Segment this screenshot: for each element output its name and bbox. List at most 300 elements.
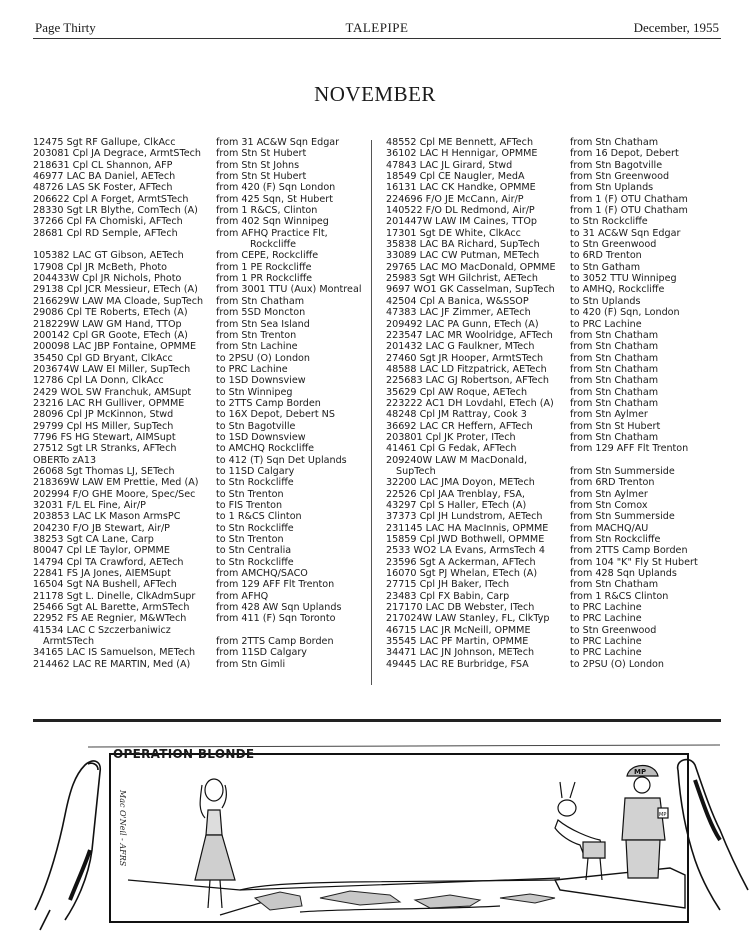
personnel-name-line: 33089 LAC CW Putman, METech: [386, 250, 540, 262]
posting-entry: [386, 659, 726, 670]
posting-destination: [570, 250, 726, 261]
posting-destination-line: from MACHQ/AU: [570, 522, 649, 534]
posting-entry: [386, 307, 726, 318]
posting-destination-line: to 31 AC&W Sqn Edgar: [570, 227, 681, 239]
personnel-name: [386, 511, 570, 522]
posting-entry: [33, 228, 373, 251]
posting-destination: [216, 557, 373, 568]
personnel-name-line: 29138 Cpl JCR Messieur, ETech (A): [33, 284, 198, 296]
posting-destination: [570, 398, 726, 409]
personnel-name-line: 7796 FS HG Stewart, AIMSupt: [33, 431, 176, 443]
posting-destination-line: from Stn Aylmer: [570, 488, 648, 500]
personnel-name: [33, 421, 216, 432]
personnel-name: [33, 182, 216, 193]
personnel-name: [386, 171, 570, 182]
posting-destination-line: to Stn Rockcliffe: [216, 556, 294, 568]
posting-entry: [386, 250, 726, 261]
personnel-name: [33, 307, 216, 318]
posting-entry: [33, 455, 373, 466]
personnel-name-line: 46715 LAC JR McNeill, OPMME: [386, 624, 531, 636]
posting-destination: [570, 205, 726, 216]
posting-destination: [216, 387, 373, 398]
personnel-name-line: 28681 Cpl RD Semple, AFTech: [33, 227, 178, 239]
posting-entry: [386, 477, 726, 488]
posting-entry: [33, 284, 373, 295]
personnel-name-line: 223222 AC1 DH Lovdahl, ETech (A): [386, 397, 554, 409]
personnel-name-line: 203674W LAW EI Miller, SupTech: [33, 363, 191, 375]
posting-entry: [386, 273, 726, 284]
posting-destination: [216, 647, 373, 658]
postings-right-column: [386, 137, 726, 670]
personnel-name: [386, 364, 570, 375]
posting-destination: [216, 568, 373, 579]
posting-entry: [386, 341, 726, 352]
posting-destination-line: from 1 R&CS Clinton: [570, 590, 669, 602]
personnel-name: [386, 194, 570, 205]
personnel-name-line: 214462 LAC RE MARTIN, Med (A): [33, 658, 191, 670]
posting-destination: [216, 534, 373, 545]
posting-destination-line: to Stn Trenton: [216, 488, 284, 500]
personnel-name: [386, 534, 570, 545]
posting-entry: [33, 182, 373, 193]
artist-signature: Mac O'Neil - AFRS: [118, 790, 127, 867]
personnel-name: [33, 205, 216, 216]
issue-date: December, 1955: [633, 20, 719, 35]
personnel-name: [33, 579, 216, 590]
personnel-name: [33, 613, 216, 624]
posting-entry: [386, 205, 726, 216]
posting-destination-line: from 2TTS Camp Borden: [216, 636, 334, 648]
personnel-name-line: 41461 Cpl G Fedak, AFTech: [386, 443, 517, 455]
posting-entry: [33, 602, 373, 613]
personnel-name-line: 23483 Cpl FX Babin, Carp: [386, 590, 510, 602]
posting-destination: [570, 296, 726, 307]
personnel-name-line: 201447W LAW IM Caines, TTOp: [386, 216, 537, 228]
posting-destination-line: to 3052 TTU Winnipeg: [570, 273, 677, 285]
personnel-name: [386, 625, 570, 636]
personnel-name: [33, 647, 216, 658]
personnel-name: [33, 137, 216, 148]
posting-destination: [216, 171, 373, 182]
personnel-name-line: 216629W LAW MA Cloade, SupTech: [33, 295, 204, 307]
personnel-name: [386, 557, 570, 568]
posting-destination: [570, 489, 726, 500]
personnel-name: [33, 319, 216, 330]
posting-destination-line: to Stn Rockcliffe: [570, 216, 648, 228]
cartoon-drawing: [30, 730, 750, 940]
posting-entry: [33, 647, 373, 658]
posting-destination-line: from 11SD Calgary: [216, 647, 307, 659]
posting-destination-line: from Stn St Hubert: [570, 420, 661, 432]
posting-entry: [33, 511, 373, 522]
posting-entry: [33, 591, 373, 602]
posting-destination-line: to 1 R&CS Clinton: [216, 511, 302, 523]
posting-entry: [33, 307, 373, 318]
posting-destination-line: to Stn Greenwood: [570, 239, 657, 251]
posting-entry: [33, 216, 373, 227]
personnel-name-line: 217170 LAC DB Webster, ITech: [386, 602, 535, 614]
personnel-name-line: 217024W LAW Stanley, FL, ClkTyp: [386, 613, 550, 625]
posting-destination-line: from Stn Chatham: [570, 386, 659, 398]
posting-destination-continuation: Rockcliffe: [250, 239, 297, 251]
personnel-name: [386, 387, 570, 398]
personnel-name-line: 28330 Sgt LR Blythe, ComTech (A): [33, 205, 198, 217]
posting-entry: [386, 296, 726, 307]
posting-entry: [386, 613, 726, 624]
posting-destination-line: to PRC Lachine: [570, 636, 642, 648]
personnel-name-line: 29765 LAC MO MacDonald, OPMME: [386, 261, 556, 273]
posting-destination-line: to 412 (T) Sqn Det Uplands: [216, 454, 347, 466]
posting-entry: [386, 330, 726, 341]
personnel-name-line: 204433W Cpl JR Nichols, Photo: [33, 273, 182, 285]
posting-entry: [33, 273, 373, 284]
personnel-name: [386, 545, 570, 556]
personnel-name: [33, 500, 216, 511]
personnel-name-line: 22526 Cpl JAA Trenblay, FSA,: [386, 488, 525, 500]
posting-entry: [386, 284, 726, 295]
personnel-name: [33, 409, 216, 420]
posting-destination: [570, 568, 726, 579]
posting-entry: [386, 364, 726, 375]
personnel-name-line: 224696 F/O JE McCann, Air/P: [386, 193, 524, 205]
personnel-name-line: 23596 Sgt A Ackerman, AFTech: [386, 556, 536, 568]
posting-entry: [386, 534, 726, 545]
posting-destination: [216, 613, 373, 624]
personnel-name-line: 23216 LAC RH Gulliver, OPMME: [33, 397, 185, 409]
posting-destination: [216, 409, 373, 420]
posting-entry: [386, 432, 726, 443]
personnel-name: [33, 443, 216, 454]
personnel-name: [386, 137, 570, 148]
posting-entry: [33, 262, 373, 273]
posting-destination: [570, 148, 726, 159]
cartoon-title: OPERATION BLONDE: [113, 747, 255, 761]
personnel-name-line: 29086 Cpl TE Roberts, ETech (A): [33, 307, 188, 319]
posting-destination: [216, 511, 373, 522]
posting-entry: [33, 477, 373, 488]
personnel-name-line: 32200 LAC JMA Doyon, METech: [386, 477, 535, 489]
personnel-name: [33, 455, 216, 466]
posting-destination: [570, 523, 726, 534]
personnel-name: [33, 659, 216, 670]
personnel-name-line: 47843 LAC JL Girard, Stwd: [386, 159, 513, 171]
posting-destination: [216, 375, 373, 386]
personnel-name-line: 36102 LAC H Hennigar, OPMME: [386, 148, 538, 160]
personnel-name-line: 22952 FS AE Regnier, M&WTech: [33, 613, 187, 625]
personnel-name: [386, 330, 570, 341]
posting-destination-line: from 425 Sqn, St Hubert: [216, 193, 333, 205]
posting-destination-line: to 2TTS Camp Borden: [216, 397, 321, 409]
personnel-name: [33, 171, 216, 182]
personnel-name: [386, 443, 570, 454]
posting-destination-line: from Stn Uplands: [570, 182, 654, 194]
posting-entry: [386, 353, 726, 364]
personnel-name-line: 80047 Cpl LE Taylor, OPMME: [33, 545, 170, 557]
posting-destination: [570, 171, 726, 182]
posting-destination-line: from 5SD Moncton: [216, 307, 306, 319]
personnel-name-line: 223547 LAC MR Woolridge, AFTech: [386, 329, 553, 341]
personnel-name-line: 43297 Cpl S Haller, ETech (A): [386, 500, 527, 511]
personnel-name: [386, 421, 570, 432]
personnel-name-line: OBERTo zA13: [33, 454, 97, 466]
personnel-name-line: 38253 Sgt CA Lane, Carp: [33, 534, 154, 546]
personnel-name: [386, 477, 570, 488]
posting-destination: [216, 432, 373, 443]
personnel-name-line: 29799 Cpl HS Miller, SupTech: [33, 420, 174, 432]
posting-entry: [33, 613, 373, 624]
publication-title: TALEPIPE: [345, 20, 409, 35]
personnel-name-line: 35545 LAC PF Martin, OPMME: [386, 636, 529, 648]
personnel-name: [386, 579, 570, 590]
personnel-name: [386, 205, 570, 216]
personnel-name-line: 22841 FS JA Jones, AIEMSupt: [33, 568, 171, 580]
personnel-name: [33, 364, 216, 375]
posting-destination: [216, 500, 373, 511]
posting-destination-line: from CEPE, Rockcliffe: [216, 250, 319, 262]
posting-destination-line: from Stn Summerside: [570, 511, 675, 523]
personnel-name: [386, 636, 570, 647]
posting-destination-line: to Stn Winnipeg: [216, 386, 293, 398]
posting-destination-line: to PRC Lachine: [570, 647, 642, 659]
section-separator: [33, 719, 721, 722]
posting-destination-line: from 16 Depot, Debert: [570, 148, 679, 160]
posting-destination-line: from Stn St Hubert: [216, 148, 307, 160]
posting-destination: [216, 591, 373, 602]
posting-destination-line: from 129 AFF Flt Trenton: [570, 443, 689, 455]
personnel-name-line: 47383 LAC JF Zimmer, AETech: [386, 307, 531, 319]
posting-entry: [386, 216, 726, 227]
posting-entry: [33, 330, 373, 341]
posting-entry: [386, 591, 726, 602]
posting-destination: [570, 432, 726, 443]
posting-destination-line: from 428 AW Sqn Uplands: [216, 602, 342, 614]
posting-destination-line: from 1 R&CS, Clinton: [216, 205, 318, 217]
posting-entry: [386, 500, 726, 511]
posting-destination-line: from 411 (F) Sqn Toronto: [216, 613, 336, 625]
personnel-name-line: 9697 WO1 GK Casselman, SupTech: [386, 284, 555, 296]
posting-destination-line: to Stn Gatham: [570, 261, 641, 273]
personnel-name: [386, 216, 570, 227]
personnel-name-line: 202994 F/O GHE Moore, Spec/Sec: [33, 488, 196, 500]
personnel-name: [33, 353, 216, 364]
posting-entry: [386, 602, 726, 613]
personnel-name-line: 12786 Cpl LA Donn, ClkAcc: [33, 375, 164, 387]
posting-destination-line: from Stn Rockcliffe: [570, 534, 661, 546]
personnel-name-line: 32031 F/L EL Fine, Air/P: [33, 500, 146, 511]
personnel-name-line: 12475 Sgt RF Gallupe, ClkAcc: [33, 137, 176, 148]
posting-destination-line: from Stn St Johns: [216, 159, 300, 171]
posting-destination: [216, 273, 373, 284]
posting-destination: [570, 319, 726, 330]
posting-destination: [570, 160, 726, 171]
personnel-name-line: 25983 Sgt WH Gilchrist, AETech: [386, 273, 539, 285]
posting-destination-line: from 129 AFF Flt Trenton: [216, 579, 335, 591]
posting-entry: [386, 194, 726, 205]
personnel-name: [33, 591, 216, 602]
posting-destination: [570, 353, 726, 364]
personnel-name: [386, 148, 570, 159]
posting-destination: [216, 205, 373, 216]
posting-entry: [33, 171, 373, 182]
personnel-name: [386, 568, 570, 579]
posting-entry: [386, 557, 726, 568]
posting-destination: [570, 625, 726, 636]
personnel-name-line: 48588 LAC LD Fitzpatrick, AETech: [386, 363, 547, 375]
personnel-name: [33, 228, 216, 251]
posting-destination: [216, 455, 373, 466]
posting-entry: [386, 489, 726, 500]
posting-destination: [216, 284, 373, 295]
personnel-name-line: 2429 WOL SW Franchuk, AMSupt: [33, 386, 192, 398]
personnel-name-line: 35450 Cpl GD Bryant, ClkAcc: [33, 352, 173, 364]
personnel-name-line: 26068 Sgt Thomas LJ, SETech: [33, 465, 175, 477]
personnel-name-line: 48726 LAS SK Foster, AFTech: [33, 182, 173, 194]
personnel-name-line: 140522 F/O DL Redmond, Air/P: [386, 205, 535, 217]
posting-destination-line: to Stn Greenwood: [570, 624, 657, 636]
posting-destination: [570, 228, 726, 239]
posting-destination-line: to 2PSU (O) London: [570, 658, 664, 670]
personnel-name: [386, 228, 570, 239]
posting-destination-line: from Stn Chatham: [570, 329, 659, 341]
personnel-name-line: 203801 Cpl JK Proter, ITech: [386, 431, 516, 443]
posting-destination-line: from Stn Chatham: [570, 363, 659, 375]
cartoon-panel-frame: [110, 754, 688, 922]
personnel-name: [386, 602, 570, 613]
posting-entry: [33, 421, 373, 432]
posting-destination-line: from 1 PE Rockcliffe: [216, 261, 312, 273]
posting-destination-line: to 1SD Downsview: [216, 375, 306, 387]
personnel-name-line: 25466 Sgt AL Barette, ArmSTech: [33, 602, 190, 614]
posting-entry: [386, 375, 726, 386]
posting-entry: [33, 432, 373, 443]
posting-entry: [33, 557, 373, 568]
posting-destination: [216, 319, 373, 330]
posting-destination-line: from Stn Chatham: [570, 137, 659, 148]
page-header: [33, 18, 721, 39]
personnel-name-line: 225683 LAC GJ Robertson, AFTech: [386, 375, 549, 387]
personnel-name-line: 16504 Sgt NA Bushell, AFTech: [33, 579, 177, 591]
posting-entry: [386, 409, 726, 420]
posting-destination-line: from Stn Summerside: [570, 465, 675, 477]
personnel-name: [33, 194, 216, 205]
personnel-name: [386, 591, 570, 602]
posting-destination: [216, 194, 373, 205]
personnel-name-line: 204230 F/O JB Stewart, Air/P: [33, 522, 170, 534]
posting-destination-line: to 2PSU (O) London: [216, 352, 310, 364]
posting-entry: [386, 625, 726, 636]
posting-destination: [216, 341, 373, 352]
personnel-name-line: 21178 Sgt L. Dinelle, ClkAdmSupr: [33, 590, 196, 602]
page-number: Page Thirty: [35, 20, 96, 35]
posting-destination: [570, 659, 726, 670]
posting-destination-line: to 11SD Calgary: [216, 465, 295, 477]
cartoon-operation-blonde: [30, 730, 750, 940]
personnel-name-line: 201432 LAC G Faulkner, MTech: [386, 341, 535, 353]
personnel-name-line: 203853 LAC LK Mason ArmsPC: [33, 511, 181, 523]
posting-entry: [386, 387, 726, 398]
posting-destination-line: to Stn Rockcliffe: [216, 477, 294, 489]
posting-entry: [33, 375, 373, 386]
personnel-name-line: 27512 Sgt LR Stranks, AFTech: [33, 443, 177, 455]
personnel-name: [33, 398, 216, 409]
personnel-name-line: 46977 LAC BA Daniel, AETech: [33, 171, 176, 183]
posting-destination-line: from 31 AC&W Sqn Edgar: [216, 137, 340, 148]
posting-destination: [570, 137, 726, 148]
posting-destination: [570, 387, 726, 398]
personnel-name: [33, 375, 216, 386]
posting-destination-line: to Stn Centralia: [216, 545, 292, 557]
personnel-name: [33, 534, 216, 545]
posting-destination-line: from Stn Chatham: [570, 352, 659, 364]
posting-destination-line: from AMCHQ/SACO: [216, 568, 308, 580]
personnel-name: [33, 466, 216, 477]
personnel-name: [386, 489, 570, 500]
posting-entry: [386, 568, 726, 579]
personnel-name-line: 200098 LAC JBP Fontaine, OPMME: [33, 341, 197, 353]
posting-destination: [216, 489, 373, 500]
personnel-name: [33, 216, 216, 227]
personnel-name-line: 14794 Cpl TA Crawford, AETech: [33, 556, 184, 568]
personnel-name: [386, 500, 570, 511]
posting-entry: [33, 466, 373, 477]
personnel-name-line: 42504 Cpl A Banica, W&SSOP: [386, 295, 529, 307]
posting-destination-line: to Stn Trenton: [216, 534, 284, 546]
posting-destination: [216, 625, 373, 648]
posting-entry: [386, 137, 726, 148]
personnel-name: [33, 511, 216, 522]
personnel-name-line: 34165 LAC IS Samuelson, METech: [33, 647, 196, 659]
personnel-name-line: 200142 Cpl GR Goote, ETech (A): [33, 329, 188, 341]
posting-destination-line: to FIS Trenton: [216, 500, 283, 511]
posting-destination: [216, 148, 373, 159]
posting-destination-line: to Stn Rockcliffe: [216, 522, 294, 534]
posting-destination: [570, 477, 726, 488]
posting-destination: [216, 262, 373, 273]
personnel-name: [33, 557, 216, 568]
posting-destination: [216, 250, 373, 261]
posting-entry: [386, 636, 726, 647]
column-divider: [371, 140, 372, 685]
posting-entry: [33, 398, 373, 409]
posting-destination: [570, 375, 726, 386]
personnel-name: [386, 262, 570, 273]
posting-destination: [570, 364, 726, 375]
posting-destination-line: to PRC Lachine: [570, 318, 642, 330]
personnel-name-line: 18549 Cpl CE Naugler, MedA: [386, 171, 525, 183]
personnel-name: [33, 477, 216, 488]
posting-destination-line: to AMHQ, Rockcliffe: [570, 284, 665, 296]
posting-destination-line: from 104 "K" Fly St Hubert: [570, 556, 698, 568]
posting-destination-line: to Stn Uplands: [570, 295, 641, 307]
posting-entry: [386, 579, 726, 590]
posting-destination: [216, 182, 373, 193]
posting-entry: [33, 160, 373, 171]
personnel-name-line: 206622 Cpl A Forget, ArmtSTech: [33, 193, 189, 205]
personnel-name-line: 218631 Cpl CL Shannon, AFP: [33, 159, 173, 171]
posting-destination-line: from Stn St Hubert: [216, 171, 307, 183]
posting-entry: [33, 443, 373, 454]
posting-entry: [33, 579, 373, 590]
personnel-name: [386, 375, 570, 386]
personnel-name: [33, 330, 216, 341]
posting-destination-line: from 2TTS Camp Borden: [570, 545, 688, 557]
posting-destination-line: from Stn Chatham: [216, 295, 305, 307]
posting-destination-line: from Stn Chatham: [570, 431, 659, 443]
posting-entry: [386, 160, 726, 171]
posting-destination-line: from Stn Lachine: [216, 341, 298, 353]
personnel-name: [33, 341, 216, 352]
posting-destination: [570, 557, 726, 568]
